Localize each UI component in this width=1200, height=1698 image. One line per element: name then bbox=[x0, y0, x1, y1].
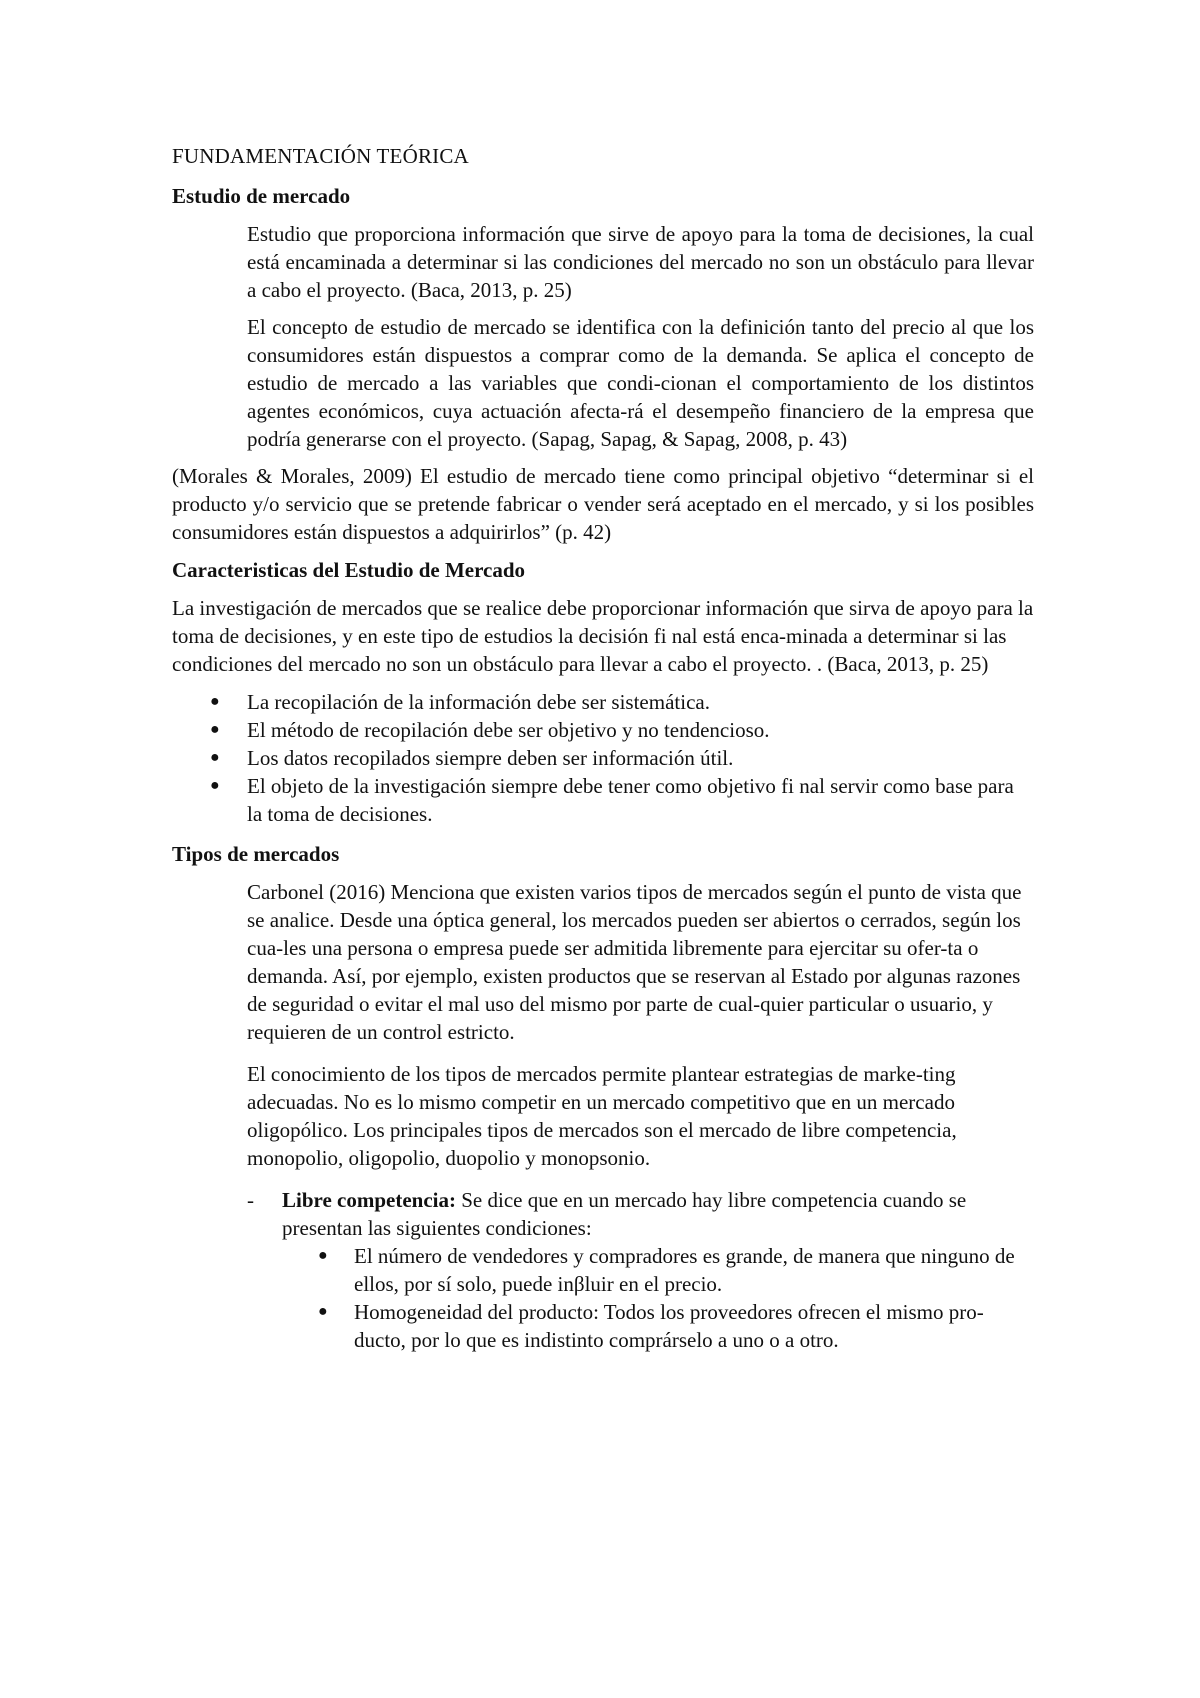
quote-sapag: El concepto de estudio de mercado se identifica con la definición tanto del precio al que los consumidores están dispuestos a comprar como de la demanda. Se aplica el concepto de estudio de mercado a las variables que condi-cionan el comportamiento de los distintos agentes económicos, cuya actuación afecta-rá el desempeño financiero de la empresa que podría generarse con el proyecto. (Sapag, Sapag, & Sapag, 2008, p. 43) bbox=[247, 315, 1034, 451]
bullet-icon: ● bbox=[210, 721, 220, 738]
list-item-text: Homogeneidad del producto: Todos los proveedores ofrecen el mismo pro-ducto, por lo que es indistinto comprárselo a uno o a otro. bbox=[354, 1300, 984, 1352]
list-item bbox=[282, 1242, 1034, 1298]
list-item bbox=[282, 1298, 1034, 1354]
list-item bbox=[172, 716, 1034, 744]
bullet-icon: ● bbox=[318, 1303, 328, 1320]
list-item-text: El método de recopilación debe ser objetivo y no tendencioso. bbox=[247, 718, 770, 742]
list-item-text: El número de vendedores y compradores es grande, de manera que ninguno de ellos, por sí solo, puede inβluir en el precio. bbox=[354, 1244, 1015, 1296]
bullet-icon: ● bbox=[210, 777, 220, 794]
section-heading-estudio-de-mercado: Estudio de mercado bbox=[172, 184, 351, 208]
conditions-list bbox=[282, 1242, 1034, 1354]
dash-marker: - bbox=[247, 1188, 254, 1212]
paragraph-conocimiento: El conocimiento de los tipos de mercados permite plantear estrategias de marke-ting adecuadas. No es lo mismo competir en un mercado competitivo que en un mercado oligopólico. Los principales tipos de mercados son el mercado de libre competencia, monopolio, oligopolio, duopolio y monopsonio. bbox=[247, 1062, 957, 1170]
market-type-item bbox=[247, 1186, 1034, 1354]
list-item-text: El objeto de la investigación siempre debe tener como objetivo fi nal servir como base para la toma de decisiones. bbox=[247, 774, 1014, 826]
document-title: FUNDAMENTACIÓN TEÓRICA bbox=[172, 144, 469, 168]
block-quote bbox=[247, 220, 1034, 453]
tipos-content bbox=[247, 878, 1034, 1354]
bullet-icon: ● bbox=[210, 749, 220, 766]
list-item-text: Los datos recopilados siempre deben ser información útil. bbox=[247, 746, 734, 770]
term-description: Se dice que en un mercado hay libre competencia cuando se presentan las siguientes condiciones: bbox=[282, 1188, 967, 1240]
document-page bbox=[172, 142, 1034, 1354]
term-libre-competencia: Libre competencia: bbox=[282, 1188, 456, 1212]
list-item bbox=[172, 772, 1034, 828]
list-item bbox=[172, 688, 1034, 716]
paragraph-investigacion: La investigación de mercados que se realice debe proporcionar información que sirva de apoyo para la toma de decisiones, y en este tipo de estudios la decisión fi nal está enca-minada a determinar si las condiciones del mercado no son un obstáculo para llevar a cabo el proyecto. . (Baca, 2013, p. 25) bbox=[172, 596, 1034, 676]
bullet-icon: ● bbox=[210, 693, 220, 710]
paragraph-carbonel: Carbonel (2016) Menciona que existen varios tipos de mercados según el punto de vista que se analice. Desde una óptica general, los mercados pueden ser abiertos o cerrados, según los cua-les una persona o empresa puede ser admitida libremente para ejercitar su ofer-ta o demanda. Así, por ejemplo, existen productos que se reservan al Estado por algunas razones de seguridad o evitar el mal uso del mismo por parte de cual-quier particular o usuario, y requieren de un control estricto. bbox=[247, 880, 1022, 1044]
section-heading-caracteristicas: Caracteristicas del Estudio de Mercado bbox=[172, 558, 526, 582]
section-heading-tipos-de-mercados: Tipos de mercados bbox=[172, 842, 340, 866]
bullet-icon: ● bbox=[318, 1247, 328, 1264]
quote-baca: Estudio que proporciona información que sirve de apoyo para la toma de decisiones, la cual está encaminada a determinar si las condiciones del mercado no son un obstáculo para llevar a cabo el proyecto. (Baca, 2013, p. 25) bbox=[247, 222, 1034, 302]
list-item bbox=[172, 744, 1034, 772]
paragraph-morales: (Morales & Morales, 2009) El estudio de mercado tiene como principal objetivo “determinar si el producto y/o servicio que se pretende fabricar o vender será aceptado en el mercado, y si los posibles consumidores están dispuestos a adquirirlos” (p. 42) bbox=[172, 464, 1034, 544]
list-item-text: La recopilación de la información debe ser sistemática. bbox=[247, 690, 710, 714]
characteristics-list bbox=[172, 688, 1034, 828]
